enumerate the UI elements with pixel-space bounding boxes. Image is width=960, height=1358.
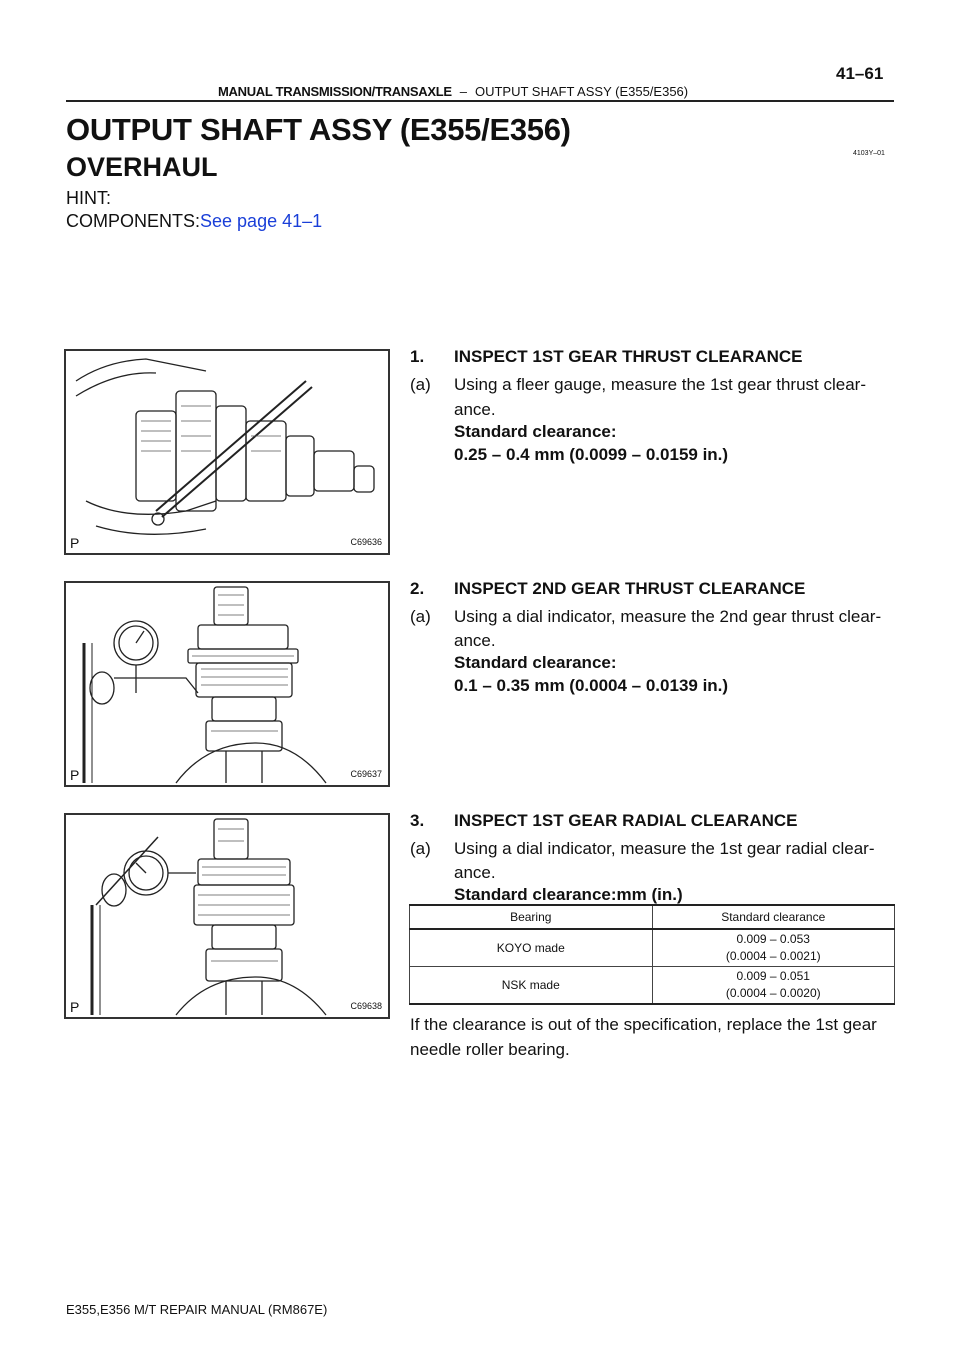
step-2-heading — [410, 579, 805, 599]
components-link[interactable]: See page 41–1 — [200, 211, 323, 231]
instruction-continuation: ance. — [454, 400, 496, 419]
figure-dial-indicator-1st — [64, 813, 390, 1019]
header-separator: – — [459, 84, 467, 99]
figure-dial-indicator-2nd — [64, 581, 390, 787]
step-number: 1. — [410, 347, 425, 366]
spec-label: Standard clearance: — [454, 422, 617, 441]
replacement-note-line-2: needle roller bearing. — [410, 1040, 570, 1059]
clearance-mm: 0.009 – 0.053 — [736, 932, 810, 946]
components-reference — [66, 211, 322, 232]
figure-id: C69636 — [350, 537, 382, 547]
spec-value: 0.1 – 0.35 mm (0.0004 – 0.0139 in.) — [454, 676, 729, 695]
table-row — [410, 967, 895, 1005]
page-footer: E355,E356 M/T REPAIR MANUAL (RM867E) — [66, 1302, 328, 1317]
step-number: 3. — [410, 811, 425, 830]
clearance-in: (0.0004 – 0.0020) — [725, 986, 821, 1000]
dial-indicator-2nd-illustration — [66, 583, 388, 785]
step-3-instruction — [410, 836, 875, 861]
header-section: MANUAL TRANSMISSION/TRANSAXLE — [218, 84, 452, 99]
page-number: 41–61 — [836, 64, 884, 83]
clearance-mm: 0.009 – 0.051 — [736, 969, 810, 983]
step-1-instruction — [410, 372, 866, 397]
step-3-heading — [410, 811, 798, 831]
clearance-cell — [652, 929, 895, 967]
instruction-text: Using a dial indicator, measure the 1st gear radial clear- — [454, 839, 875, 858]
sub-label: (a) — [410, 375, 431, 394]
sub-label: (a) — [410, 839, 431, 858]
clearance-in: (0.0004 – 0.0021) — [725, 949, 821, 963]
components-label: COMPONENTS: — [66, 211, 201, 231]
header-subsection: OUTPUT SHAFT ASSY (E355/E356) — [474, 84, 689, 99]
table-header-row — [410, 905, 895, 929]
table-header: Bearing — [410, 905, 653, 929]
step-title: INSPECT 1ST GEAR RADIAL CLEARANCE — [454, 811, 798, 830]
header-rule — [66, 100, 894, 102]
bearing-cell: KOYO made — [410, 929, 653, 967]
hint-label: HINT: — [66, 188, 111, 208]
page-subtitle: OVERHAUL — [66, 152, 218, 182]
sub-label: (a) — [410, 607, 431, 626]
figure-id: C69638 — [350, 1001, 382, 1011]
spec-value: 0.25 – 0.4 mm (0.0099 – 0.0159 in.) — [454, 445, 729, 464]
table-row — [410, 929, 895, 967]
instruction-text: Using a fleer gauge, measure the 1st gear thrust clear- — [454, 375, 866, 394]
figure-id: C69637 — [350, 769, 382, 779]
figure-label: P — [70, 767, 80, 783]
table-header: Standard clearance — [652, 905, 895, 929]
step-2-instruction — [410, 604, 881, 629]
figure-label: P — [70, 999, 80, 1015]
instruction-text: Using a dial indicator, measure the 2nd gear thrust clear- — [454, 607, 882, 626]
page-title: OUTPUT SHAFT ASSY (E355/E356) — [66, 112, 571, 147]
spec-label: Standard clearance:mm (in.) — [454, 885, 683, 904]
bearing-cell: NSK made — [410, 967, 653, 1005]
instruction-continuation: ance. — [454, 631, 496, 650]
step-title: INSPECT 2ND GEAR THRUST CLEARANCE — [454, 579, 806, 598]
running-header — [218, 84, 688, 99]
step-title: INSPECT 1ST GEAR THRUST CLEARANCE — [454, 347, 803, 366]
step-1-heading — [410, 347, 803, 367]
clearance-cell — [652, 967, 895, 1005]
dial-indicator-1st-illustration — [66, 815, 388, 1017]
document-code: 4103Y–01 — [853, 150, 885, 157]
replacement-note-line-1: If the clearance is out of the specification, replace the 1st gear — [410, 1015, 877, 1034]
figure-label: P — [70, 535, 80, 551]
instruction-continuation: ance. — [454, 863, 496, 882]
feeler-gauge-illustration — [66, 351, 388, 553]
clearance-table — [409, 904, 895, 1005]
figure-feeler-gauge — [64, 349, 390, 555]
step-number: 2. — [410, 579, 425, 598]
spec-table — [409, 904, 895, 1005]
spec-label: Standard clearance: — [454, 653, 617, 672]
